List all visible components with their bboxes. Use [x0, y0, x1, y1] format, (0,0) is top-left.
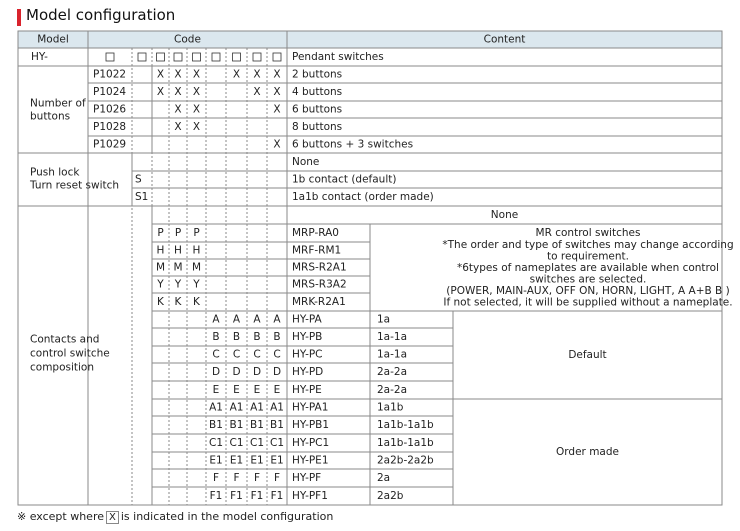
x-mark: X — [156, 86, 165, 98]
x-mark: X — [273, 68, 281, 81]
slot-box-icon — [138, 53, 146, 61]
order-letter: A1 — [229, 401, 244, 414]
order-letter: F1 — [250, 490, 264, 502]
default-model: HY-PD — [292, 366, 324, 378]
slot-box-icon — [253, 53, 261, 61]
order-letter: B1 — [270, 419, 284, 431]
contacts-none: None — [490, 209, 519, 221]
mr-letter: K — [193, 296, 200, 308]
mr-note-line: *6types of nameplates are available when control — [457, 262, 719, 274]
header-model: Model — [37, 33, 69, 46]
order-letter: B1 — [209, 419, 223, 431]
slot-box-icon — [273, 53, 281, 61]
button-code: P1024 — [93, 86, 127, 98]
order-letter: F — [212, 472, 220, 484]
x-mark: X — [174, 86, 182, 98]
order-letter: F1 — [270, 490, 284, 502]
default-letter: B — [212, 331, 220, 343]
default-label: Default — [568, 349, 607, 361]
order-label: Order made — [556, 446, 619, 458]
order-model: HY-PA1 — [292, 401, 329, 414]
default-letter: D — [211, 366, 221, 378]
group-label-contacts-line2: control switche — [30, 347, 110, 360]
order-model: HY-PC1 — [292, 437, 330, 449]
model-hy-prefix: HY- — [31, 51, 48, 63]
mr-letter: Y — [157, 278, 164, 291]
group-label-contacts: Contacts and — [30, 333, 100, 346]
slot-box-icon — [174, 53, 182, 61]
order-model: HY-PE1 — [292, 454, 329, 467]
x-mark: X — [174, 121, 182, 133]
pushlock-code: S — [135, 173, 142, 186]
mr-letter: M — [191, 261, 202, 274]
order-letter: F1 — [230, 490, 243, 502]
mr-letter: P — [174, 227, 182, 239]
group-label-buttons: Number of — [30, 97, 86, 110]
button-content: 6 buttons — [292, 103, 343, 116]
x-mark: X — [273, 103, 281, 116]
order-model: HY-PF1 — [292, 490, 328, 502]
mr-note-line: If not selected, it will be supplied without a nameplate. — [443, 296, 733, 309]
header-content: Content — [483, 33, 526, 46]
default-letter: B — [232, 331, 241, 343]
order-letter: A1 — [250, 401, 264, 414]
order-contact: 2a — [377, 472, 391, 484]
pushlock-content: 1b contact (default) — [292, 173, 397, 186]
order-letter: B1 — [229, 419, 244, 431]
page-title: Model configuration — [26, 6, 176, 24]
slot-box-icon — [212, 53, 220, 61]
default-letter: A — [253, 313, 261, 326]
x-mark: X — [253, 86, 261, 98]
order-model: HY-PB1 — [292, 419, 330, 431]
x-mark: X — [253, 68, 261, 81]
default-letter: A — [232, 313, 241, 326]
default-letter: C — [273, 348, 281, 361]
x-mark: X — [192, 103, 201, 116]
mr-letter: M — [155, 261, 166, 274]
slot-box-icon — [233, 53, 241, 61]
order-letter: E1 — [229, 454, 244, 467]
default-letter: D — [272, 366, 282, 378]
mr-letter: K — [157, 296, 164, 308]
default-model: HY-PB — [292, 331, 323, 343]
slot-box-icon — [106, 53, 114, 61]
order-letter: F — [273, 472, 281, 484]
button-content: 6 buttons + 3 switches — [292, 138, 414, 151]
group-label-buttons-line2: buttons — [30, 110, 71, 123]
table-header-background — [18, 31, 722, 48]
footnote — [17, 510, 333, 524]
mr-letter: P — [193, 227, 200, 239]
button-content: 8 buttons — [292, 121, 343, 133]
default-letter: C — [253, 348, 261, 361]
order-model: HY-PF — [292, 472, 322, 484]
mr-note-line: switches are selected. — [529, 273, 647, 286]
footnote-prefix: ※ except where — [17, 510, 104, 523]
default-contact: 1a-1a — [377, 331, 408, 343]
content-pendant: Pendant switches — [292, 51, 384, 63]
x-mark: X — [192, 86, 201, 98]
default-letter: A — [273, 313, 281, 326]
order-letter: C1 — [249, 437, 265, 449]
default-letter: D — [232, 366, 241, 378]
mr-letter: H — [156, 244, 165, 257]
x-mark: X — [192, 121, 201, 133]
mr-model: MRS-R2A1 — [292, 261, 347, 274]
mr-letter: Y — [193, 278, 200, 291]
default-letter: E — [233, 384, 240, 396]
mr-letter: P — [157, 227, 164, 239]
slot-box-icon — [157, 53, 165, 61]
default-letter: E — [273, 384, 281, 396]
default-letter: B — [253, 331, 261, 343]
mr-note-line: *The order and type of switches may change according — [442, 239, 734, 251]
x-mark: X — [232, 68, 241, 81]
mr-note-line: (POWER, MAIN-AUX, OFF ON, HORN, LIGHT, A A+B B ) — [446, 285, 730, 297]
order-letter: E1 — [209, 454, 223, 467]
mr-model: MRF-RM1 — [292, 244, 342, 257]
group-label-pushlock-line2: Turn reset switch — [30, 179, 120, 192]
order-letter: F — [233, 472, 240, 484]
mr-model: MRP-RA0 — [292, 227, 339, 239]
default-model: HY-PA — [292, 313, 322, 326]
x-mark: X — [273, 138, 281, 151]
default-letter: A — [212, 313, 220, 326]
order-contact: 1a1b-1a1b — [377, 419, 434, 431]
x-mark: X — [174, 68, 182, 81]
order-letter: C1 — [229, 437, 244, 449]
mr-letter: H — [192, 244, 201, 257]
pushlock-content: 1a1b contact (order made) — [292, 191, 434, 203]
default-letter: B — [273, 331, 281, 343]
order-letter: E1 — [250, 454, 264, 467]
pushlock-content: None — [292, 156, 320, 168]
button-code: P1026 — [93, 103, 127, 116]
x-mark: X — [174, 103, 182, 116]
x-mark: X — [273, 86, 281, 98]
default-letter: E — [212, 384, 220, 396]
order-letter: B1 — [250, 419, 264, 431]
order-letter: C1 — [208, 437, 224, 449]
mr-model: MRS-R3A2 — [292, 278, 347, 291]
order-letter: F — [253, 472, 261, 484]
mr-letter: Y — [174, 278, 182, 291]
button-code: P1022 — [93, 68, 127, 81]
default-contact: 1a — [377, 313, 391, 326]
group-label-pushlock: Push lock — [30, 166, 80, 179]
button-code: P1029 — [93, 138, 127, 151]
order-letter: F1 — [209, 490, 223, 502]
default-contact: 2a-2a — [377, 384, 408, 396]
order-contact: 2a2b-2a2b — [377, 454, 434, 467]
order-contact: 2a2b — [377, 490, 404, 502]
button-content: 2 buttons — [292, 68, 343, 81]
default-model: HY-PC — [292, 348, 323, 361]
order-letter: A1 — [270, 401, 284, 414]
footnote-x-mark: X — [106, 511, 119, 524]
order-contact: 1a1b — [377, 401, 404, 414]
pushlock-code: S1 — [135, 191, 149, 203]
x-mark: X — [192, 68, 201, 81]
order-letter: C1 — [269, 437, 285, 449]
mr-note-heading: MR control switches — [535, 227, 641, 239]
slot-box-icon — [193, 53, 201, 61]
group-label-contacts-line3: composition — [30, 361, 95, 374]
order-letter: E1 — [270, 454, 284, 467]
default-letter: E — [253, 384, 261, 396]
mr-note-line: to requirement. — [546, 250, 630, 263]
button-code: P1028 — [93, 121, 127, 133]
button-content: 4 buttons — [292, 86, 343, 98]
mr-model: MRK-R2A1 — [292, 296, 346, 308]
default-letter: C — [212, 348, 220, 361]
x-mark: X — [156, 68, 165, 81]
default-letter: C — [232, 348, 241, 361]
mr-letter: M — [173, 261, 183, 274]
header-code: Code — [174, 33, 201, 46]
mr-letter: K — [174, 296, 182, 308]
default-contact: 2a-2a — [377, 366, 408, 378]
order-contact: 1a1b-1a1b — [377, 437, 434, 449]
default-contact: 1a-1a — [377, 348, 408, 361]
mr-letter: H — [174, 244, 182, 257]
default-model: HY-PE — [292, 384, 322, 396]
order-letter: A1 — [209, 401, 223, 414]
footnote-suffix: is indicated in the model configuration — [120, 510, 334, 523]
default-letter: D — [252, 366, 262, 378]
